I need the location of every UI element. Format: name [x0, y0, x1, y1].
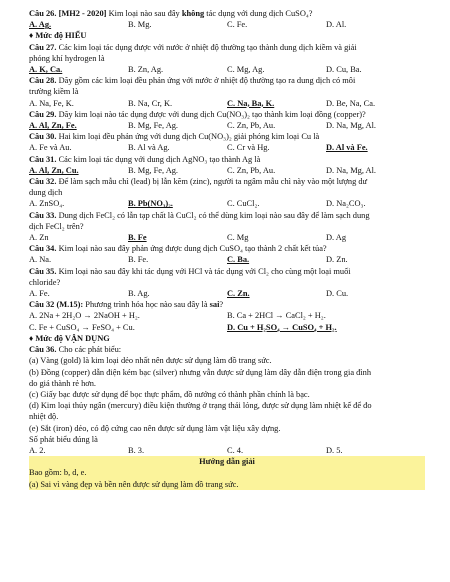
option-d: D. Na, Mg, Al.: [326, 165, 377, 175]
option-a: A. K, Ca.: [29, 65, 63, 75]
question-text: Kim loại nào sau đây: [106, 9, 182, 18]
option-d: D. Al.: [326, 20, 347, 30]
options-28: [29, 98, 425, 109]
option-b: B. Mg, Fe, Ag.: [128, 121, 179, 131]
question-number: Câu 33.: [29, 210, 57, 220]
options-34: [29, 254, 425, 265]
question-text-cont: dung dịch: [29, 188, 63, 198]
question-number: Câu 30.: [29, 132, 57, 142]
question-number: Câu 34.: [29, 244, 57, 254]
question-26: [29, 8, 425, 19]
option-d: D. Cu.: [326, 289, 349, 299]
statement-b: (b) Đồng (copper) dẫn điện kém bạc (silver) nhưng vẫn được sử dụng làm dây dẫn điện trong gia đình: [29, 367, 372, 377]
option-c: C. Zn, Pb, Au.: [227, 121, 276, 131]
question-number: Câu 29.: [29, 109, 57, 119]
option-b: B. Fe.: [128, 255, 149, 265]
option-b: B. Fe: [128, 233, 147, 243]
document-page: [29, 8, 425, 490]
statement-e: (e) Sắt (iron) dẻo, có độ cứng cao nên được sử dụng làm vật liệu xây dựng.: [29, 423, 281, 433]
option-a: A. 2Na + 2H₂O → 2NaOH + H₂.: [29, 311, 140, 321]
question-tag: [MH2 - 2020]: [58, 9, 107, 18]
solution-box: [29, 456, 425, 490]
option-a: A. Al, Zn, Cu.: [29, 165, 79, 175]
question-text: Để làm sạch mẫu chì (lead) bị lẫn kẽm (zinc), người ta ngâm mẫu chì này vào một lượng dư: [56, 177, 368, 187]
option-a: A. Na.: [29, 255, 52, 265]
question-text-cont: dịch FeCl₂ trên?: [29, 221, 84, 231]
option-d: D. Al và Fe.: [326, 143, 368, 153]
option-b: B. 3.: [128, 445, 145, 455]
solution-line: (a) Sai vì vàng đẹp và bền nên được sử dụng làm đồ trang sức.: [29, 479, 239, 489]
emphasis-text: sai: [209, 300, 220, 310]
statement-c: (c) Giấy bạc được sử dụng để bọc thực phẩm, đồ nướng có thành phần chính là bạc.: [29, 389, 310, 399]
question-number: Câu 27.: [29, 42, 57, 52]
question-number: Câu 32.: [29, 177, 57, 187]
option-b: B. Ca + 2HCl → CaCl₂ + H₂.: [227, 311, 326, 321]
option-b: B. Pb(NO₃)₂.: [128, 199, 173, 209]
question-34: [29, 243, 425, 254]
question-number: Câu 35.: [29, 266, 57, 276]
question-prompt: Số phát biểu đúng là: [29, 434, 98, 444]
option-c: C. Mg, Ag.: [227, 65, 265, 75]
question-text-cont: chloride?: [29, 277, 61, 287]
options-32-m15-row1: [29, 310, 425, 321]
option-c: C. Mg: [227, 233, 249, 243]
option-a: A. ZnSO₄.: [29, 199, 65, 209]
options-31: [29, 165, 425, 176]
options-26: [29, 19, 425, 30]
option-a: A. Al, Zn, Fe.: [29, 121, 77, 131]
section-heading-hieu: ♦ Mức độ HIỂU: [29, 31, 87, 41]
option-c: C. Zn.: [227, 289, 250, 299]
question-text: Dãy gồm các kim loại đều phản ứng với nước ở nhiệt độ thường tạo ra dung dịch có môi: [56, 76, 356, 86]
question-text-cont: phóng khí hydrogen là: [29, 53, 105, 63]
option-c: C. Cr và Hg.: [227, 143, 270, 153]
question-32: [29, 176, 425, 187]
option-c: C. Zn, Pb, Au.: [227, 165, 276, 175]
question-text: Kim loại nào sau đây khi tác dụng với HCl và tác dụng với Cl₂ cho cùng một loại muối: [56, 266, 351, 276]
option-a: A. Ag.: [29, 20, 52, 30]
option-d: D. Cu, Ba.: [326, 65, 362, 75]
option-b: B. Na, Cr, K.: [128, 98, 173, 108]
option-d: D. 5.: [326, 445, 343, 455]
question-text: Cho các phát biểu:: [56, 345, 122, 355]
emphasis-text: không: [181, 9, 205, 18]
options-32: [29, 198, 425, 209]
option-c: C. 4.: [227, 445, 244, 455]
question-27: [29, 42, 425, 53]
option-d: D. Be, Na, Ca.: [326, 98, 376, 108]
question-30: [29, 131, 425, 142]
question-28: [29, 75, 425, 86]
question-32-m15: [29, 299, 425, 310]
question-text: Các kim loại tác dụng với dung dịch AgNO₃ tạo thành Ag là: [56, 154, 261, 164]
solution-title: Hướng dẫn giải: [199, 457, 255, 467]
statement-d: (d) Kim loại thủy ngân (mercury) điều kiện thường ở trạng thái lỏng, được sử dụng làm nhiệt kế để đo: [29, 401, 372, 411]
options-36: [29, 445, 425, 456]
question-text-end: tác dụng với dung dịch CuSO₄?: [204, 9, 313, 18]
question-33: [29, 210, 425, 221]
option-a: A. Fe và Au.: [29, 143, 72, 153]
question-number: Câu 31.: [29, 154, 57, 164]
question-text: Phương trình hóa học nào sau đây là: [83, 300, 210, 310]
option-d: D. Zn.: [326, 255, 348, 265]
question-number: Câu 26.: [29, 9, 57, 18]
question-29: [29, 109, 425, 120]
option-c: C. Ba.: [227, 255, 250, 265]
question-text: Hai kim loại đều phản ứng với dung dịch Cu(NO₃)₂ giải phóng kim loại Cu là: [56, 132, 320, 142]
option-b: B. Al và Ag.: [128, 143, 170, 153]
option-b: B. Ag.: [128, 289, 150, 299]
question-text: Các kim loại tác dụng được với nước ở nhiệt độ thường tạo thành dung dịch kiềm và giải: [56, 42, 357, 52]
options-27: [29, 64, 425, 75]
statement-d-cont: nhiệt độ.: [29, 412, 59, 422]
statement-b-cont: do giá thành rẻ hơn.: [29, 378, 96, 388]
options-29: [29, 120, 425, 131]
options-32-m15-row2: [29, 322, 425, 333]
option-b: B. Zn, Ag.: [128, 65, 164, 75]
section-heading-vandung: ♦ Mức độ VẬN DỤNG: [29, 333, 110, 343]
option-c: C. Na, Ba, K.: [227, 98, 275, 108]
question-text-end: ?: [219, 300, 224, 310]
options-33: [29, 232, 425, 243]
option-a: A. Na, Fe, K.: [29, 98, 74, 108]
question-36: [29, 344, 425, 355]
question-text: Dãy kim loại nào tác dụng được với dung dịch Cu(NO₃)₂ tạo thành kim loại đồng (copper)?: [56, 109, 366, 119]
solution-line: Bao gồm: b, d, e.: [29, 468, 87, 478]
option-a: A. Zn: [29, 233, 49, 243]
option-b: B. Mg, Fe, Ag.: [128, 165, 179, 175]
options-35: [29, 288, 425, 299]
option-c: C. Fe.: [227, 20, 248, 30]
option-d: D. Na, Mg, Al.: [326, 121, 377, 131]
option-b: B. Mg.: [128, 20, 152, 30]
option-d: D. Ag: [326, 233, 347, 243]
question-31: [29, 154, 425, 165]
option-c: C. CuCl₂.: [227, 199, 260, 209]
statement-a: (a) Vàng (gold) là kim loại dẻo nhất nên được sử dụng làm đồ trang sức.: [29, 356, 272, 366]
question-number: Câu 28.: [29, 76, 57, 86]
option-d: D. Cu + H₂SO₄ → CuSO₄ + H₂.: [227, 322, 337, 332]
question-text: Kim loại nào sau đây phản ứng được dung dịch CuSO₄ tạo thành 2 chất kết tủa?: [56, 244, 327, 254]
question-35: [29, 266, 425, 277]
question-text: Dung dịch FeCl₂ có lẫn tạp chất là CuCl₂ có thể dùng kim loại nào sau đây để làm sạch dung: [56, 210, 370, 220]
question-text-cont: trường kiềm là: [29, 87, 79, 97]
option-a: A. Fe.: [29, 289, 50, 299]
option-a: A. 2.: [29, 445, 46, 455]
option-d: D. Na₂CO₃.: [326, 199, 366, 209]
question-number: Câu 36.: [29, 345, 57, 355]
option-c: C. Fe + CuSO₄ → FeSO₄ + Cu.: [29, 322, 135, 332]
question-number: Câu 32 (M.15):: [29, 300, 84, 310]
options-30: [29, 142, 425, 153]
